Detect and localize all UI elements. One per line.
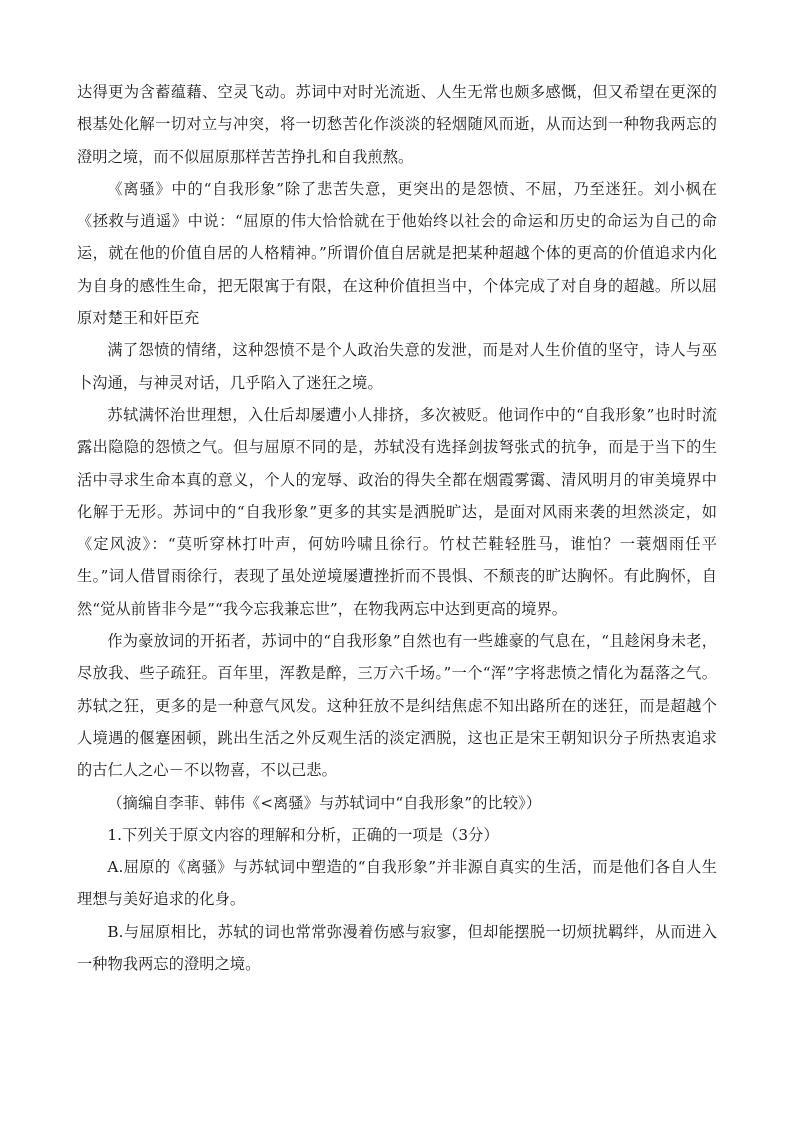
paragraph-qu-yuan-resentment: 满了怨愤的情绪，这种怨愤不是个人政治失意的发泄，而是对人生价值的坚守，诗人与巫卜沟通，与神灵对话，几乎陷入了迷狂之境。 bbox=[77, 341, 717, 392]
option-a: A.屈原的《离骚》与苏轼词中塑造的“自我形象”并非源自真实的生活，而是他们各自人生理想与美好追求的化身。 bbox=[77, 858, 717, 909]
option-b: B.与屈原相比，苏轼的词也常常弥漫着伤感与寂寥，但却能摆脱一切烦扰羁绊，从而进入一种物我两忘的澄明之境。 bbox=[77, 922, 717, 974]
source-citation: （摘编自李菲、韩伟《<离骚》与苏轼词中“自我形象”的比较》） bbox=[107, 793, 542, 812]
document-body bbox=[77, 76, 717, 980]
paragraph-su-shi-ideals: 苏轼满怀治世理想，入仕后却屡遭小人排挤，多次被贬。他词作中的“自我形象”也时时流露出隐隐的怨愤之气。但与屈原不同的是，苏轼没有选择剑拔弩张式的抗争，而是于当下的生活中寻求生命本真的意义，个人的宠辱、政治的得失全都在烟霞雾霭、清风明月的审美境界中化解于无形。苏词中的“自我形象”更多的其实是洒脱旷达，是面对风雨来袭的坦然淡定，如《定风波》：“莫听穿林打叶声，何妨吟啸且徐行。竹杖芒鞋轻胜马，谁怕？一蓑烟雨任平生。”词人借冒雨徐行，表现了虽处逆境屡遭挫折而不畏惧、不颓丧的旷达胸怀。有此胸怀，自然“觉从前皆非今是”“我今忘我兼忘世”，在物我两忘中达到更高的境界。 bbox=[77, 405, 717, 618]
paragraph-continuation: 达得更为含蓄蕴藉、空灵飞动。苏词中对时光流逝、人生无常也颇多感慨，但又希望在更深的根基处化解一切对立与冲突，将一切愁苦化作淡淡的轻烟随风而逝，从而达到一种物我两忘的澄明之境，而不似屈原那样苦苦挣扎和自我煎熬。 bbox=[77, 83, 717, 166]
paragraph-lisao-self-image: 《离骚》中的“自我形象”除了悲苦失意，更突出的是怨愤、不屈，乃至迷狂。刘小枫在《拯救与逍遥》中说：“屈原的伟大恰恰就在于他始终以社会的命运和历史的命运为自己的命运，就在他的价值自居的人格精神。”所谓价值自居就是把某种超越个体的更高的价值追求内化为自身的感性生命，把无限寓于有限，在这种价值担当中，个体完成了对自身的超越。所以屈原对楚王和奸臣充 bbox=[77, 179, 717, 328]
question-1: 1.下列关于原文内容的理解和分析，正确的一项是（3分） bbox=[107, 825, 499, 844]
paragraph-su-shi-boldness: 作为豪放词的开拓者，苏词中的“自我形象”自然也有一些雄豪的气息在，“且趁闲身未老，尽放我、些子疏狂。百年里，浑教是醉，三万六千场。”一个“浑”字将悲愤之情化为磊落之气。苏轼之狂，更多的是一种意气风发。这种狂放不是纠结焦虑不知出路所在的迷狂，而是超越个人境遇的偃蹇困顿，跳出生活之外反观生活的淡定洒脱，这也正是宋王朝知识分子所热衷追求的古仁人之心－不以物喜，不以己悲。 bbox=[77, 632, 717, 780]
